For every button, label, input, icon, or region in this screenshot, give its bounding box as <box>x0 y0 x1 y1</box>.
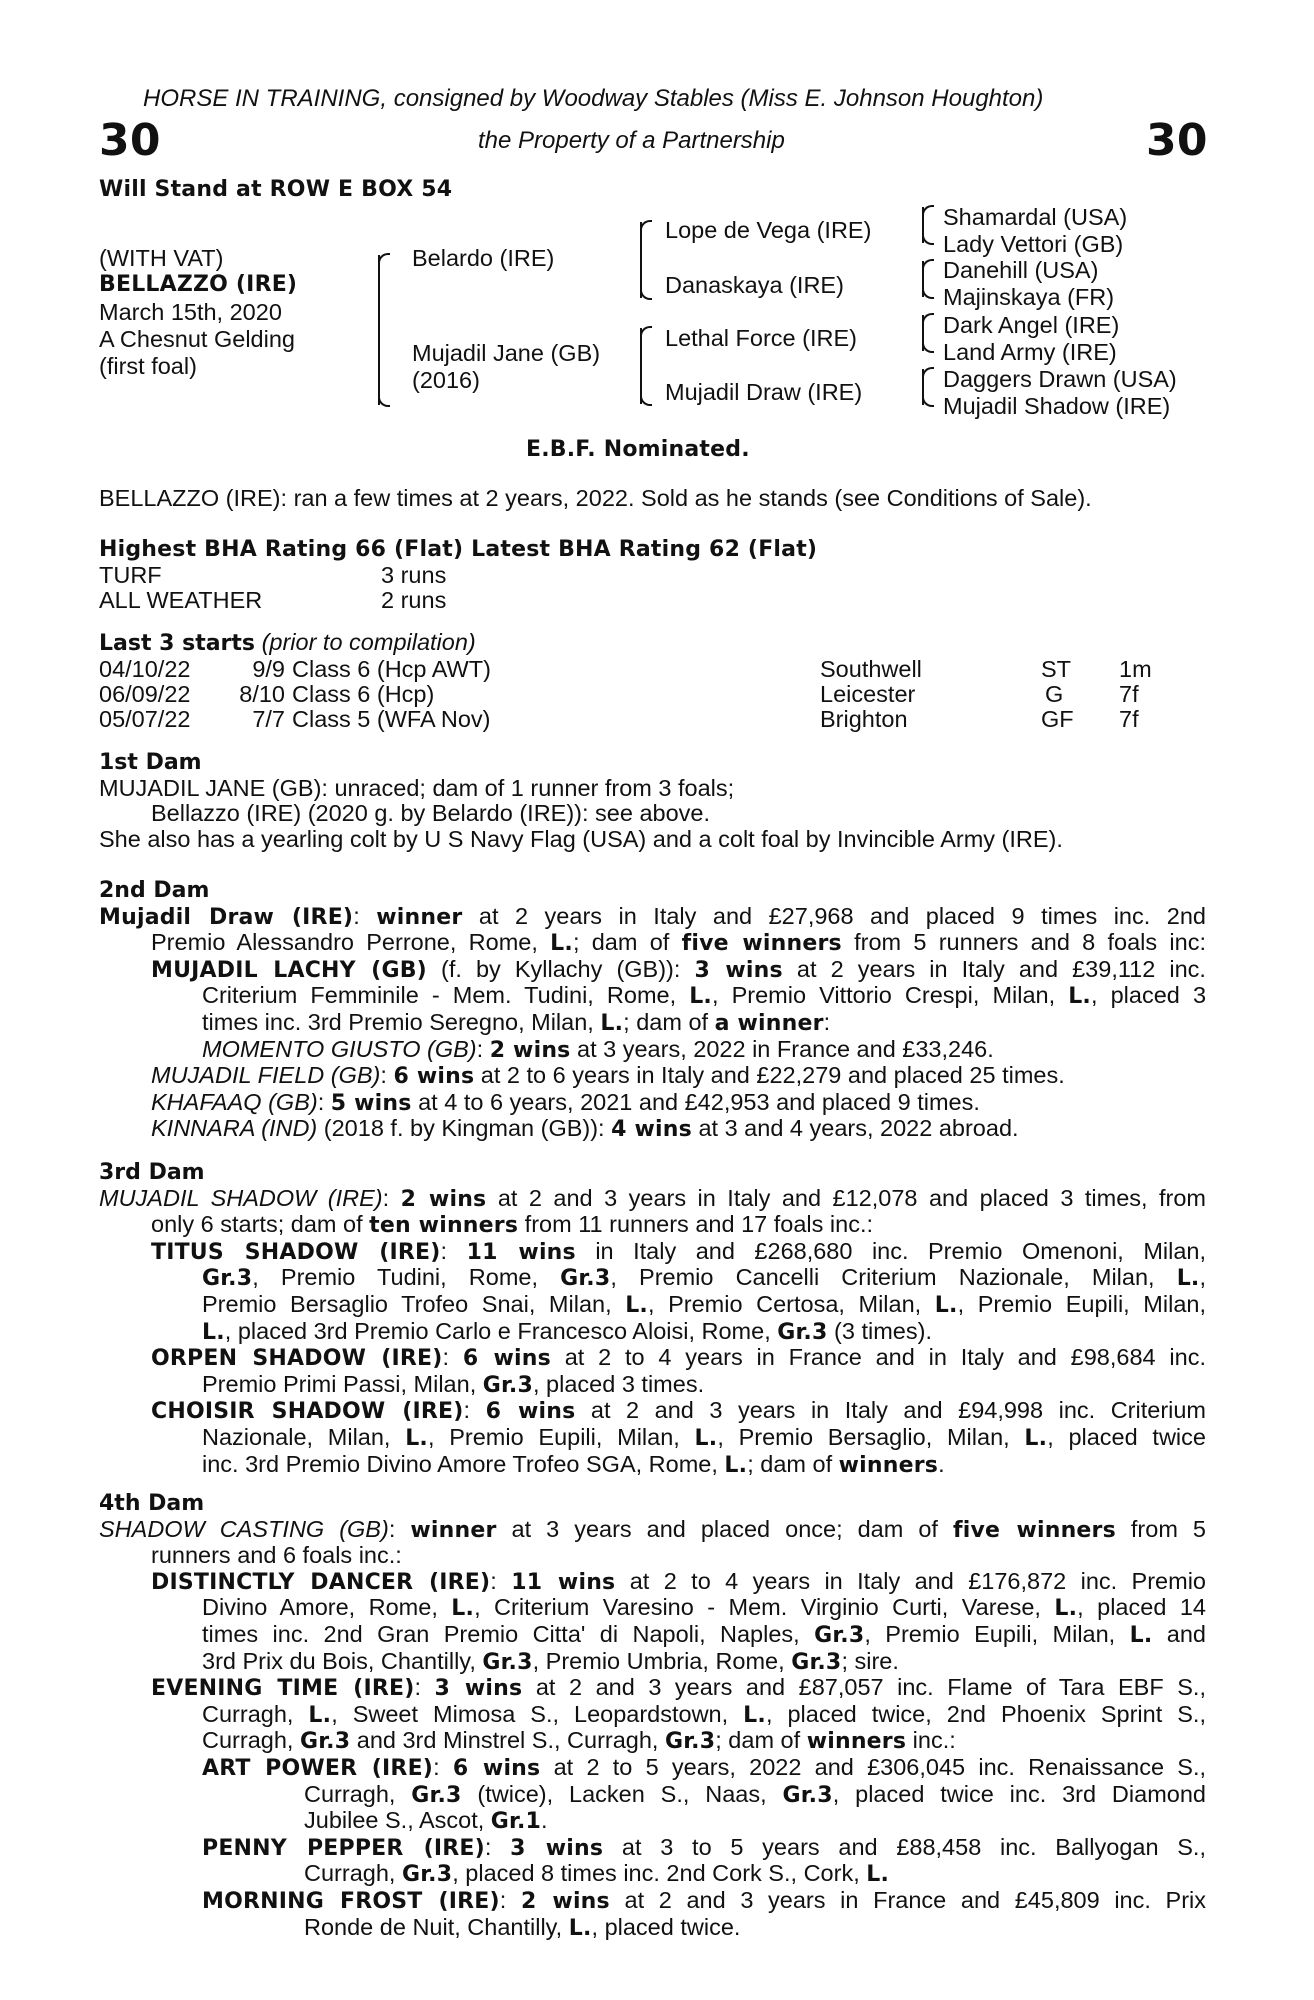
text-run: Premio Alessandro Perrone, Rome, <box>151 929 551 956</box>
dam-line <box>99 1425 1206 1452</box>
text-run: at 4 to 6 years, 2021 and £42,953 and placed 9 times. <box>411 1088 980 1115</box>
text-run: inc. 3rd Premio Divino Amore Trofeo SGA, Rome, <box>202 1450 725 1477</box>
bold-text: 6 wins <box>485 1399 576 1425</box>
horse-dob: March 15th, 2020 <box>99 299 282 325</box>
bold-text: Mujadil Draw (IRE) <box>99 904 354 930</box>
start-class: Class 5 (WFA Nov) <box>292 706 491 732</box>
dam-line <box>99 1319 1206 1346</box>
dam-line <box>99 1861 1206 1888</box>
bold-text: Gr.1 <box>490 1809 542 1835</box>
horse-description: A Chesnut Gelding <box>99 326 295 352</box>
text-run: Nazionale, Milan, <box>202 1423 406 1450</box>
last-starts-subtitle: (prior to compilation) <box>261 629 476 655</box>
dam-line <box>99 1915 1206 1942</box>
bold-text: L. <box>689 984 712 1010</box>
italic-text: MOMENTO GIUSTO (GB) <box>202 1035 477 1062</box>
bold-text: L. <box>934 1292 958 1318</box>
dam-line <box>99 1622 1206 1649</box>
text-run: Premio Bersaglio Trofeo Snai, Milan, <box>202 1290 626 1317</box>
pedigree-dd: Mujadil Draw (IRE) <box>665 379 863 405</box>
start-going: ST <box>1041 656 1072 682</box>
text-run: ; dam of <box>747 1450 839 1477</box>
rating-row-surface: ALL WEATHER <box>99 587 263 613</box>
bold-text: PENNY PEPPER (IRE) <box>202 1835 485 1861</box>
bold-text: L. <box>600 1010 624 1036</box>
start-date: 06/09/22 <box>99 681 191 707</box>
dam-line <box>99 1452 1206 1479</box>
bold-text: five winners <box>681 931 842 957</box>
text-run: : <box>442 1344 463 1371</box>
text-run: , Sweet Mimosa S., Leopardstown, <box>331 1700 744 1727</box>
text-run: ; sire. <box>841 1647 899 1674</box>
horse-foal-note: (first foal) <box>99 353 197 379</box>
dam-line <box>99 1010 1206 1037</box>
text-run: , Premio Tudini, Rome, <box>252 1264 561 1291</box>
text-run: only 6 starts; dam of <box>151 1211 370 1238</box>
bold-text: L. <box>1054 1596 1078 1622</box>
start-distance: 7f <box>1119 681 1139 707</box>
start-course: Brighton <box>820 706 908 732</box>
bold-text: 2 wins <box>489 1037 571 1063</box>
section-heading: 1st Dam <box>99 750 202 775</box>
bold-text: 11 wins <box>511 1569 616 1595</box>
dam-line <box>99 1239 1206 1266</box>
text-run: at 2 and 3 years in Italy and £94,998 inc. Criterium <box>575 1397 1207 1424</box>
bold-text: winner <box>376 904 463 930</box>
second-dam-section <box>99 878 1206 1143</box>
pedigree-brace-main <box>378 255 380 405</box>
text-run: Divino Amore, Rome, <box>202 1594 452 1621</box>
start-date: 04/10/22 <box>99 656 191 682</box>
text-run: at 2 and 3 years and £87,057 inc. Flame of Tara EBF S., <box>522 1674 1206 1701</box>
text-run: : <box>388 1515 411 1542</box>
dam-line <box>99 1675 1206 1702</box>
text-run: : <box>484 1833 511 1860</box>
text-run: ; dam of <box>623 1008 715 1035</box>
text-run: : <box>317 1088 331 1115</box>
bold-text: Gr.3 <box>401 1862 453 1888</box>
bold-text: 3 wins <box>694 957 783 983</box>
start-position: 8/10 <box>239 681 285 707</box>
text-run: (f. by Kyllachy (GB)): <box>426 955 695 982</box>
text-run: Premio Primi Passi, Milan, <box>202 1370 483 1397</box>
start-going: GF <box>1041 706 1074 732</box>
text-run: at 2 to 4 years in Italy and £176,872 inc. Premio <box>615 1567 1206 1594</box>
first-dam-section <box>99 750 1206 852</box>
pedigree-dss: Dark Angel (IRE) <box>943 312 1120 338</box>
text-run: , placed 3rd Premio Carlo e Francesco Aloisi, Rome, <box>224 1317 778 1344</box>
consignor-line: HORSE IN TRAINING, consigned by Woodway Stables (Miss E. Johnson Houghton) <box>143 85 1044 112</box>
dam-line <box>99 1702 1206 1729</box>
bold-text: 2 wins <box>520 1888 610 1914</box>
bold-text: winners <box>838 1452 939 1478</box>
bold-text: winners <box>806 1729 907 1755</box>
text-run: : <box>440 1237 467 1264</box>
bold-text: L. <box>550 931 573 957</box>
text-run: (twice), Lacken S., Naas, <box>461 1780 783 1807</box>
bold-text: Gr.3 <box>482 1372 533 1398</box>
text-run: at 2 and 3 years in France and £45,809 inc. Prix <box>609 1886 1207 1913</box>
dam-line: Bellazzo (IRE) (2020 g. by Belardo (IRE)): see above. <box>151 800 711 827</box>
dam-line <box>99 1835 1206 1862</box>
text-run: , placed twice, 2nd Phoenix Sprint S., <box>765 1700 1206 1727</box>
bold-text: TITUS SHADOW (IRE) <box>151 1239 441 1265</box>
bold-text: L. <box>625 1292 648 1318</box>
pedigree-sds: Danehill (USA) <box>943 257 1099 283</box>
bold-text: L. <box>1176 1266 1200 1292</box>
bold-text: 6 wins <box>462 1346 551 1372</box>
bold-text: L. <box>694 1425 718 1451</box>
text-run: Curragh, <box>202 1700 309 1727</box>
bold-text: Gr.3 <box>814 1622 865 1648</box>
text-run: times inc. 2nd Gran Premio Citta' di Napoli, Naples, <box>202 1620 815 1647</box>
bold-text: Gr.3 <box>782 1782 833 1808</box>
text-run: (3 times). <box>827 1317 932 1344</box>
text-run: , Premio Eupili, Milan, <box>957 1290 1206 1317</box>
dam-line <box>99 1755 1206 1782</box>
text-run: , placed 14 <box>1077 1594 1206 1621</box>
bold-text: L. <box>568 1915 592 1941</box>
last-starts-header <box>99 630 476 657</box>
italic-text: KHAFAAQ (GB) <box>151 1088 318 1115</box>
bold-text: L. <box>405 1425 428 1451</box>
bold-text: 6 wins <box>452 1755 541 1781</box>
lot-number-right: 30 <box>1146 115 1208 166</box>
bold-text: L. <box>1068 984 1091 1010</box>
stand-location: Will Stand at ROW E BOX 54 <box>99 177 453 202</box>
bold-text: Gr.3 <box>482 1649 533 1675</box>
dam-line <box>99 1569 1206 1596</box>
bold-text: 3 wins <box>510 1835 604 1861</box>
lot-number-left: 30 <box>99 115 161 166</box>
text-run: : <box>353 902 377 929</box>
start-distance: 7f <box>1119 706 1139 732</box>
pedigree-brace-ss <box>922 207 924 243</box>
bold-text: 2 wins <box>400 1186 487 1212</box>
dam-line <box>99 1543 1206 1569</box>
dam-line <box>99 1186 1206 1213</box>
text-run: : <box>490 1567 512 1594</box>
text-run: , placed 3 <box>1091 982 1207 1009</box>
bold-text: 6 wins <box>393 1064 475 1090</box>
pedigree-brace-sire <box>640 222 642 298</box>
dam-line <box>99 1808 1206 1835</box>
dam-line <box>99 1595 1206 1622</box>
pedigree-sdd: Majinskaya (FR) <box>943 284 1115 310</box>
dam-line <box>99 1345 1206 1372</box>
text-run: , Premio Cancelli Criterium Nazionale, Milan, <box>610 1264 1177 1291</box>
pedigree-ds: Lethal Force (IRE) <box>665 325 857 351</box>
section-heading: 3rd Dam <box>99 1160 205 1185</box>
text-run: , Premio Umbria, Rome, <box>532 1647 792 1674</box>
text-run: , placed twice. <box>591 1913 741 1940</box>
text-run: : <box>433 1753 453 1780</box>
pedigree-sire: Belardo (IRE) <box>412 245 555 271</box>
dam-line <box>99 1888 1206 1915</box>
bold-text: 4 wins <box>611 1117 692 1143</box>
bold-text: L. <box>743 1702 766 1728</box>
bold-text: MORNING FROST (IRE) <box>202 1888 500 1914</box>
start-date: 05/07/22 <box>99 706 191 732</box>
text-run: Jubilee S., Ascot, <box>304 1807 491 1834</box>
text-run: 3rd Prix du Bois, Chantilly, <box>202 1647 483 1674</box>
dam-line <box>99 1728 1206 1755</box>
bold-text: Gr.3 <box>777 1319 828 1345</box>
dam-line <box>99 957 1206 984</box>
property-line: the Property of a Partnership <box>478 127 785 154</box>
text-run: at 3 years and placed once; dam of <box>496 1515 953 1542</box>
text-run: at 2 years in Italy and £39,112 inc. <box>782 955 1206 982</box>
text-run: in Italy and £268,680 inc. Premio Omenoni, Milan, <box>575 1237 1207 1264</box>
pedigree-brace-dd <box>922 369 924 405</box>
text-run: Curragh, <box>304 1780 412 1807</box>
bold-text: ORPEN SHADOW (IRE) <box>151 1346 443 1372</box>
ebf-nominated: E.B.F. Nominated. <box>526 437 750 462</box>
text-run: : <box>382 1184 401 1211</box>
dam-line <box>99 1372 1206 1399</box>
last-starts-title: Last 3 starts <box>99 631 256 656</box>
dam-line <box>99 1265 1206 1292</box>
bold-text: 11 wins <box>466 1239 576 1265</box>
text-run: from 5 <box>1115 1515 1206 1542</box>
start-course: Leicester <box>820 681 916 707</box>
text-run: , placed 8 times inc. 2nd Cork S., Cork, <box>452 1860 867 1887</box>
text-run: at 2 and 3 years in Italy and £12,078 and placed 3 times, from <box>486 1184 1207 1211</box>
pedigree-ss: Lope de Vega (IRE) <box>665 217 872 243</box>
pedigree-dam: Mujadil Jane (GB) <box>412 340 601 366</box>
rating-row-runs: 3 runs <box>381 562 447 588</box>
pedigree-ssd: Lady Vettori (GB) <box>943 231 1124 257</box>
bold-text: MUJADIL LACHY (GB) <box>151 957 427 983</box>
start-course: Southwell <box>820 656 922 682</box>
dam-line <box>99 983 1206 1010</box>
pedigree-brace-ds <box>922 315 924 351</box>
bold-text: Gr.3 <box>665 1729 716 1755</box>
pedigree-sd: Danaskaya (IRE) <box>665 272 844 298</box>
italic-text: KINNARA (IND) <box>151 1115 318 1142</box>
bha-ratings-title: Highest BHA Rating 66 (Flat) Latest BHA Rating 62 (Flat) <box>99 537 818 562</box>
start-position: 9/9 <box>252 656 285 682</box>
pedigree-dam-year: (2016) <box>412 367 480 393</box>
text-run: ; dam of <box>572 929 682 956</box>
bold-text: ten winners <box>369 1213 519 1239</box>
text-run: , Criterium Varesino - Mem. Virginio Curti, Varese, <box>474 1594 1055 1621</box>
bold-text: 3 wins <box>434 1676 523 1702</box>
text-run: . <box>938 1450 945 1477</box>
text-run: at 2 to 4 years in France and in Italy and £98,684 inc. <box>550 1344 1206 1371</box>
dam-line <box>99 904 1206 931</box>
text-run: at 2 years in Italy and £27,968 and placed 9 times inc. 2nd <box>462 902 1206 929</box>
bold-text: five winners <box>952 1517 1116 1543</box>
italic-text: SHADOW CASTING (GB) <box>99 1515 389 1542</box>
bold-text: ART POWER (IRE) <box>202 1755 434 1781</box>
section-heading: 4th Dam <box>99 1491 205 1516</box>
text-run: at 2 to 6 years in Italy and £22,279 and placed 25 times. <box>474 1062 1065 1089</box>
section-heading: 2nd Dam <box>99 878 210 903</box>
bold-text: L. <box>1129 1622 1153 1648</box>
fourth-dam-section <box>99 1491 1206 1941</box>
text-run: , Premio Vittorio Crespi, Milan, <box>712 982 1069 1009</box>
bold-text: a winner <box>714 1010 824 1036</box>
rating-row-runs: 2 runs <box>381 587 447 613</box>
text-run: , Premio Eupili, Milan, <box>864 1620 1130 1647</box>
text-run: times inc. 3rd Premio Seregno, Milan, <box>202 1008 601 1035</box>
bold-text: L. <box>724 1452 748 1478</box>
horse-name: BELLAZZO (IRE) <box>99 272 298 297</box>
text-run: : <box>823 1008 831 1035</box>
text-run: Ronde de Nuit, Chantilly, <box>304 1913 569 1940</box>
bold-text: L. <box>202 1319 225 1345</box>
text-run: , Premio Bersaglio, Milan, <box>717 1423 1025 1450</box>
italic-text: MUJADIL SHADOW (IRE) <box>99 1184 383 1211</box>
dam-line <box>99 1292 1206 1319</box>
vat-note: (WITH VAT) <box>99 245 224 271</box>
bold-text: CHOISIR SHADOW (IRE) <box>151 1399 464 1425</box>
pedigree-dsd: Land Army (IRE) <box>943 339 1117 365</box>
bold-text: Gr.3 <box>299 1729 351 1755</box>
dam-line <box>99 1517 1206 1544</box>
text-run: at 3 to 5 years and £88,458 inc. Ballyogan S., <box>603 1833 1206 1860</box>
text-run: , Premio Eupili, Milan, <box>427 1423 695 1450</box>
text-run: and <box>1152 1620 1206 1647</box>
text-run: : <box>463 1397 486 1424</box>
dam-line <box>99 1063 1206 1090</box>
pedigree-dds: Daggers Drawn (USA) <box>943 366 1177 392</box>
text-run: : <box>499 1886 521 1913</box>
text-run: , Premio Certosa, Milan, <box>647 1290 935 1317</box>
pedigree-ddd: Mujadil Shadow (IRE) <box>943 393 1171 419</box>
bold-text: L. <box>308 1702 332 1728</box>
bold-text: Gr.3 <box>791 1649 842 1675</box>
bold-text: winner <box>410 1517 497 1543</box>
text-run: , placed twice <box>1047 1423 1206 1450</box>
text-run: and 3rd Minstrel S., Curragh, <box>350 1727 665 1754</box>
italic-text: MUJADIL FIELD (GB) <box>151 1062 381 1089</box>
third-dam-section <box>99 1160 1206 1478</box>
start-position: 7/7 <box>252 706 285 732</box>
text-run: Curragh, <box>202 1727 300 1754</box>
text-run: ; dam of <box>715 1727 807 1754</box>
start-class: Class 6 (Hcp) <box>292 681 435 707</box>
pedigree-brace-sd <box>922 261 924 297</box>
text-run: : <box>380 1062 394 1089</box>
bold-text: EVENING TIME (IRE) <box>151 1676 415 1702</box>
bold-text: 5 wins <box>330 1090 412 1116</box>
text-run: inc.: <box>906 1727 956 1754</box>
pedigree-brace-dam <box>640 328 642 404</box>
dam-line <box>99 1037 1206 1064</box>
dam-line <box>99 1116 1206 1143</box>
text-run: : <box>414 1674 435 1701</box>
text-run: : <box>476 1035 490 1062</box>
dam-line <box>99 1212 1206 1239</box>
bold-text: L. <box>451 1596 475 1622</box>
dam-line <box>99 1090 1206 1117</box>
text-run: . <box>541 1807 548 1834</box>
text-run: at 3 years, 2022 in France and £33,246. <box>570 1035 994 1062</box>
text-run: , placed twice inc. 3rd Diamond <box>832 1780 1206 1807</box>
text-run: at 2 to 5 years, 2022 and £306,045 inc. Renaissance S., <box>540 1753 1206 1780</box>
dam-line <box>99 1649 1206 1676</box>
dam-line: MUJADIL JANE (GB): unraced; dam of 1 runner from 3 foals; <box>99 774 735 801</box>
text-run: from 11 runners and 17 foals inc.: <box>518 1211 874 1238</box>
bold-text: L. <box>866 1862 890 1888</box>
dam-line <box>99 1398 1206 1425</box>
bold-text: Gr.3 <box>411 1782 462 1808</box>
start-going: G <box>1045 681 1064 707</box>
text-run: (2018 f. by Kingman (GB)): <box>317 1115 612 1142</box>
start-class: Class 6 (Hcp AWT) <box>292 656 491 682</box>
text-run: , <box>1199 1264 1206 1291</box>
dam-line <box>99 1782 1206 1809</box>
rating-row-surface: TURF <box>99 562 162 588</box>
text-run: from 5 runners and 8 foals inc: <box>841 929 1206 956</box>
text-run: runners and 6 foals inc.: <box>151 1542 402 1569</box>
dam-line: She also has a yearling colt by U S Navy Flag (USA) and a colt foal by Invincible Army (IRE). <box>99 825 1063 852</box>
bold-text: Gr.3 <box>202 1266 253 1292</box>
bold-text: DISTINCTLY DANCER (IRE) <box>151 1569 491 1595</box>
bold-text: L. <box>1024 1425 1048 1451</box>
bold-text: Gr.3 <box>560 1266 611 1292</box>
pedigree-sss: Shamardal (USA) <box>943 204 1128 230</box>
start-distance: 1m <box>1119 656 1152 682</box>
text-run: Curragh, <box>304 1860 402 1887</box>
dam-line <box>99 930 1206 957</box>
text-run: , placed 3 times. <box>533 1370 705 1397</box>
text-run: Criterium Femminile - Mem. Tudini, Rome, <box>202 982 690 1009</box>
text-run: at 3 and 4 years, 2022 abroad. <box>691 1115 1019 1142</box>
race-summary: BELLAZZO (IRE): ran a few times at 2 years, 2022. Sold as he stands (see Conditions of Sale). <box>99 485 1092 511</box>
